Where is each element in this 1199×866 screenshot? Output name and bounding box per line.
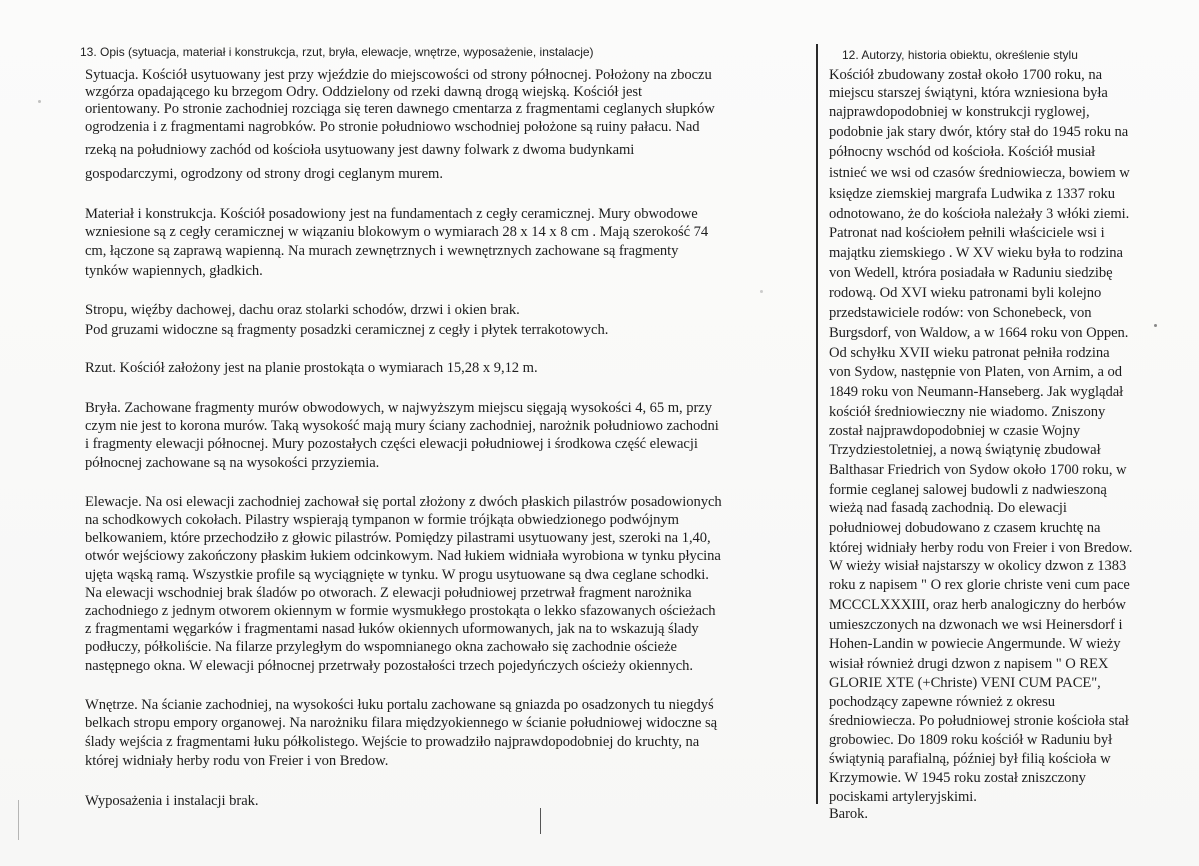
text-line: Od schyłku XVII wieku patronat pełniła rodzina xyxy=(829,345,1110,361)
text-line: GLORIE XTE (+Christe) VENI CUM PACE", xyxy=(829,675,1101,691)
text-line: wzniesione są z cegły ceramicznej w wiązaniu blokowym o wymiarach 28 x 14 x 8 cm . Mają szerokość 74 xyxy=(85,224,709,240)
text-line: Balthasar Friedrich von Sydow około 1700 roku, w xyxy=(829,462,1127,478)
text-line: ogrodzenia i z fragmentami nagrobków. Po stronie południowo wschodniej położone są ruiny pałacu. Nad xyxy=(85,119,700,135)
text-line: z fragmentami węgarków i fragmentami nasad łuków okiennych uformowanych, jak na to wskazują ślady xyxy=(85,621,699,637)
text-line: tynków wapiennych, gładkich. xyxy=(85,263,263,279)
scan-speck xyxy=(760,290,763,293)
text-line: południowej dobudowano z czasem kruchtę na xyxy=(829,520,1101,536)
text-line: Bryła. Zachowane fragmenty murów obwodowych, w najwyższym miejscu sięgają wysokości 4, 65 m, przy xyxy=(85,400,712,416)
text-line: pochodzący zapewne również z okresu xyxy=(829,694,1055,710)
text-line: Hohen-Landin w powiecie Angermunde. W wieży xyxy=(829,636,1121,652)
text-line: rzeką na południowy zachód od kościoła usytuowany jest dawny folwark z dwoma budynkami xyxy=(85,142,635,158)
text-line: otwór wejściowy zakończony płaskim łukiem odcinkowym. Nad łukiem widniała wyrobiona w tynku płycina xyxy=(85,548,721,564)
text-line: Barok. xyxy=(829,806,869,822)
scan-speck xyxy=(38,100,41,103)
scan-speck xyxy=(1154,324,1157,327)
text-line: Patronat nad kościołem pełnili właściciele wsi i xyxy=(829,225,1105,241)
right-section-header: 12. Autorzy, historia obiektu, określenie stylu xyxy=(842,48,1078,62)
text-line: 1849 roku von Neumann-Hanseberg. Jak wyglądał xyxy=(829,384,1124,400)
text-line: Na elewacji wschodniej brak śladów po otworach. Z elewacji południowej przetrwał fragment narożnika xyxy=(85,585,692,601)
text-line: pociskami artyleryjskimi. xyxy=(829,789,977,805)
scan-mark xyxy=(18,800,19,840)
left-section-header: 13. Opis (sytuacja, materiał i konstrukcja, rzut, bryła, elewacje, wnętrze, wyposażenie, instalacje) xyxy=(80,45,594,59)
text-line: której widniały herby rodu von Freier i von Bredow. xyxy=(85,753,389,769)
text-line: i fragmenty elewacji północnej. Mury pozostałych części elewacji południowej i środkowa część elewacji xyxy=(85,436,698,452)
text-line: Krzymowie. W 1945 roku został zniszczony xyxy=(829,770,1086,786)
text-line: gospodarczymi, ogrodzony od strony drogi ceglanym murem. xyxy=(85,166,443,182)
text-line: umieszczonych na dzwonach we wsi Heinersdorf i xyxy=(829,617,1123,633)
text-line: Wyposażenia i instalacji brak. xyxy=(85,793,259,809)
text-line: północnej zachowane są na wysokości przyziemia. xyxy=(85,455,380,471)
text-line: rodową. Od XVI wieku patronami byli kolejno xyxy=(829,285,1102,301)
text-line: wzgórza opadającego ku brzegom Odry. Oddzielony od rzeki dawną drogą wiejską. Kościół jest xyxy=(85,84,643,100)
text-line: przedstawiciele rodów: von Schonebeck, von xyxy=(829,305,1092,321)
text-line: Pod gruzami widoczne są fragmenty posadzki ceramicznej z cegły i płytek terrakotowych. xyxy=(85,322,609,338)
text-line: orientowany. Po stronie zachodniej rozciąga się teren dawnego cmentarza z fragmentami ceglanych słupków xyxy=(85,101,715,117)
text-line: czym nie jest to korona murów. Taką wysokość mają mury ściany zachodniej, narożnik południowo zachodni xyxy=(85,418,719,434)
text-line: wisiał również drugi dzwon z napisem " O REX xyxy=(829,656,1109,672)
text-line: podobnie jak stary dwór, który stał do 1945 roku na xyxy=(829,124,1129,140)
text-line: podłuczy, półkoliście. Na filarze przyległym do wspomnianego okna zachowało się zachodnie ościeże xyxy=(85,639,677,655)
text-line: najprawdopodobniej w konstrukcji ryglowej, xyxy=(829,104,1090,120)
text-line: Elewacje. Na osi elewacji zachodniej zachował się portal złożony z dwóch płaskich pilastrów posadowionych xyxy=(85,494,722,510)
text-line: został najprawdopodobniej w czasie Wojny xyxy=(829,423,1081,439)
text-line: której widniały herby rodu von Freier i von Bredow. xyxy=(829,540,1133,556)
text-line: miejscu starszej świątyni, która wzniesiona była xyxy=(829,85,1108,101)
text-line: belkach stropu empory organowej. Na narożniku filara międzyokiennego w ścianie południowej widoczne są xyxy=(85,715,718,731)
column-divider xyxy=(816,44,818,804)
scan-mark xyxy=(540,808,541,834)
text-line: grobowiec. Do 1809 roku kościół w Raduniu był xyxy=(829,732,1113,748)
text-line: von Sydow, następnie von Platen, von Arnim, a od xyxy=(829,364,1122,380)
text-line: Stropu, więźby dachowej, dachu oraz stolarki schodów, drzwi i okien brak. xyxy=(85,302,520,318)
text-line: Trzydziestoletniej, a nową świątynię zbudował xyxy=(829,442,1101,458)
text-line: Materiał i konstrukcja. Kościół posadowiony jest na fundamentach z cegły ceramicznej. Mury obwodowe xyxy=(85,206,698,222)
text-line: Burgsdorf, von Waldow, a w 1664 roku von Oppen. xyxy=(829,325,1129,341)
text-line: roku z napisem " O rex glorie christe veni cum pace xyxy=(829,577,1130,593)
text-line: von Wedell, ktróra posiadała w Raduniu siedzibę xyxy=(829,265,1113,281)
text-line: odnotowano, że do kościoła należały 3 włóki ziemi. xyxy=(829,206,1130,222)
text-line: wieżą nad fasadą zachodnią. Do elewacji xyxy=(829,500,1067,516)
text-line: Rzut. Kościół założony jest na planie prostokąta o wymiarach 15,28 x 9,12 m. xyxy=(85,360,538,376)
text-line: na schodkowych cokołach. Pilastry wspierają tympanon w formie trójkąta obwiedzionego podwójnym xyxy=(85,512,679,528)
text-line: średniowiecza. Po południowej stronie kościoła stał xyxy=(829,713,1129,729)
text-line: formie ceglanej salowej budowli z nadwieszoną xyxy=(829,482,1107,498)
text-line: ślady wejścia z fragmentami łuku półkolistego. Wejście to prowadziło najprawdopodobniej do kruchty, na xyxy=(85,734,700,750)
text-line: cm, łączone są zaprawą wapienną. Na murach zewnętrznych i wewnętrznych zachowane są fragmenty xyxy=(85,243,679,259)
text-line: MCCCLXXXIII, oraz herb analogiczny do herbów xyxy=(829,597,1126,613)
text-line: północny wschód od kościoła. Kościół musiał xyxy=(829,144,1096,160)
text-line: księdze ziemskiej margrafa Ludwika z 1337 roku xyxy=(829,186,1115,202)
text-line: belkowaniem, które przechodziło z głowic pilastrów. Pomiędzy pilastrami usytuowany jest, szeroki na 1,40, xyxy=(85,530,711,546)
text-line: następnego okna. W elewacji północnej przetrwały pozostałości trzech pojedyńczych ościeży okiennych. xyxy=(85,658,693,674)
text-line: kościół średniowieczny nie wiadomo. Zniszony xyxy=(829,404,1106,420)
text-line: majątku ziemskiego . W XV wieku była to rodzina xyxy=(829,245,1123,261)
text-line: Kościół zbudowany został około 1700 roku, na xyxy=(829,67,1103,83)
text-line: Wnętrze. Na ścianie zachodniej, na wysokości łuku portalu zachowane są gniazda po osadzonych tu niegdyś xyxy=(85,697,714,713)
text-line: W wieży wisiał najstarszy w okolicy dzwon z 1383 xyxy=(829,558,1127,574)
text-line: Sytuacja. Kościół usytuowany jest przy wjeździe do miejscowości od strony północnej. Położony na zboczu xyxy=(85,67,712,83)
text-line: świątynią parafialną, później był filią kościoła w xyxy=(829,751,1111,767)
text-line: ujęta wąską ramą. Wszystkie profile są wyciągnięte w tynku. W progu usytuowane są dwa ceglane schodki. xyxy=(85,567,709,583)
text-line: istnieć we wsi od czasów średniowiecza, bowiem w xyxy=(829,165,1130,181)
text-line: zachodniego z jednym otworem okiennym w formie wysmukłego prostokąta o lekko sfazowanych ościeżach xyxy=(85,603,716,619)
